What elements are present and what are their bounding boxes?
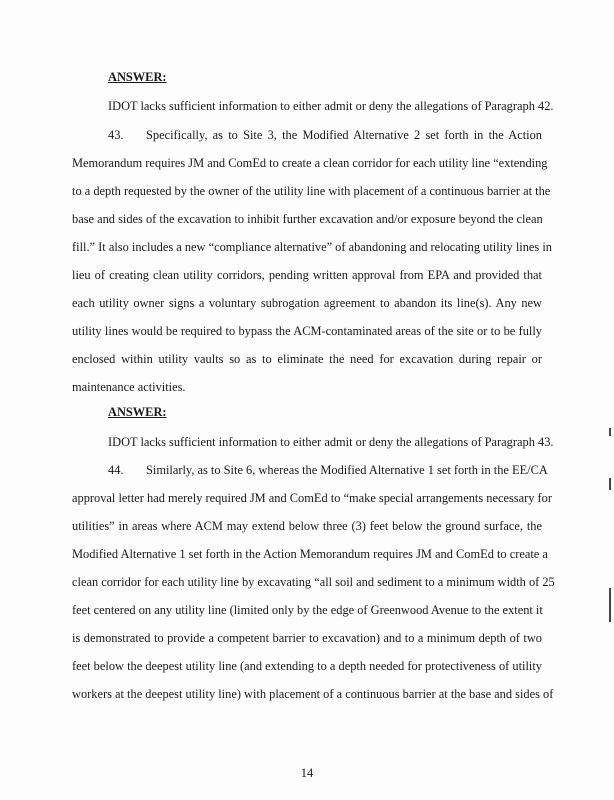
paragraph-43-line: utility lines would be required to bypass the ACM-contaminated areas of the site or to be fully — [72, 324, 542, 338]
page-number: 14 — [300, 766, 314, 780]
answer-text-43: IDOT lacks sufficient information to either admit or deny the allegations of Paragraph 43. — [108, 435, 554, 449]
paragraph-number-43: 43. — [108, 128, 124, 142]
paragraph-43-line: base and sides of the excavation to inhibit further excavation and/or exposure beyond the clean — [72, 212, 543, 226]
paragraph-44-first-line — [108, 462, 548, 478]
paragraph-43-first-line — [108, 127, 542, 143]
paragraph-number-44: 44. — [108, 463, 124, 477]
paragraph-43-line: to a depth requested by the owner of the utility line with placement of a continuous barrier at the — [72, 184, 551, 198]
answer-heading-2: ANSWER: — [108, 405, 167, 419]
scan-edge-mark — [609, 588, 611, 622]
paragraph-44-line: feet below the deepest utility line (and extending to a depth needed for protectiveness of utility — [72, 659, 542, 673]
paragraph-43-line: lieu of creating clean utility corridors, pending written approval from EPA and provided that — [72, 268, 542, 282]
paragraph-44-line: workers at the deepest utility line) with placement of a continuous barrier at the base and sides of — [72, 687, 554, 701]
paragraph-44-line: Modified Alternative 1 set forth in the Action Memorandum requires JM and ComEd to create a — [72, 547, 548, 561]
paragraph-43-line: maintenance activities. — [72, 380, 186, 394]
paragraph-43-line: Specifically, as to Site 3, the Modified Alternative 2 set forth in the Action — [146, 128, 542, 142]
paragraph-44-line: feet centered on any utility line (limited only by the edge of Greenwood Avenue to the extent it — [72, 603, 543, 617]
answer-text-42: IDOT lacks sufficient information to either admit or deny the allegations of Paragraph 42. — [108, 99, 554, 113]
answer-heading-1: ANSWER: — [108, 70, 167, 84]
paragraph-43-line: fill.” It also includes a new “compliance alternative” of abandoning and relocating utility lines in — [72, 240, 552, 254]
paragraph-44-line: Similarly, as to Site 6, whereas the Modified Alternative 1 set forth in the EE/CA — [146, 463, 548, 477]
paragraph-44-line: approval letter had merely required JM and ComEd to “make special arrangements necessary for — [72, 491, 552, 505]
paragraph-44-line: is demonstrated to provide a competent barrier to excavation) and to a minimum depth of two — [72, 631, 542, 645]
paragraph-43-line: enclosed within utility vaults so as to eliminate the need for excavation during repair or — [72, 352, 542, 366]
scan-edge-mark — [609, 428, 611, 436]
paragraph-44-line: utilities” in areas where ACM may extend below three (3) feet below the ground surface, the — [72, 519, 542, 533]
paragraph-43-line: Memorandum requires JM and ComEd to create a clean corridor for each utility line “extending — [72, 156, 548, 170]
paragraph-43-line: each utility owner signs a voluntary subrogation agreement to abandon its line(s). Any new — [72, 296, 542, 310]
paragraph-44-line: clean corridor for each utility line by excavating “all soil and sediment to a minimum width of 25 — [72, 575, 555, 589]
scan-edge-mark — [609, 478, 611, 490]
